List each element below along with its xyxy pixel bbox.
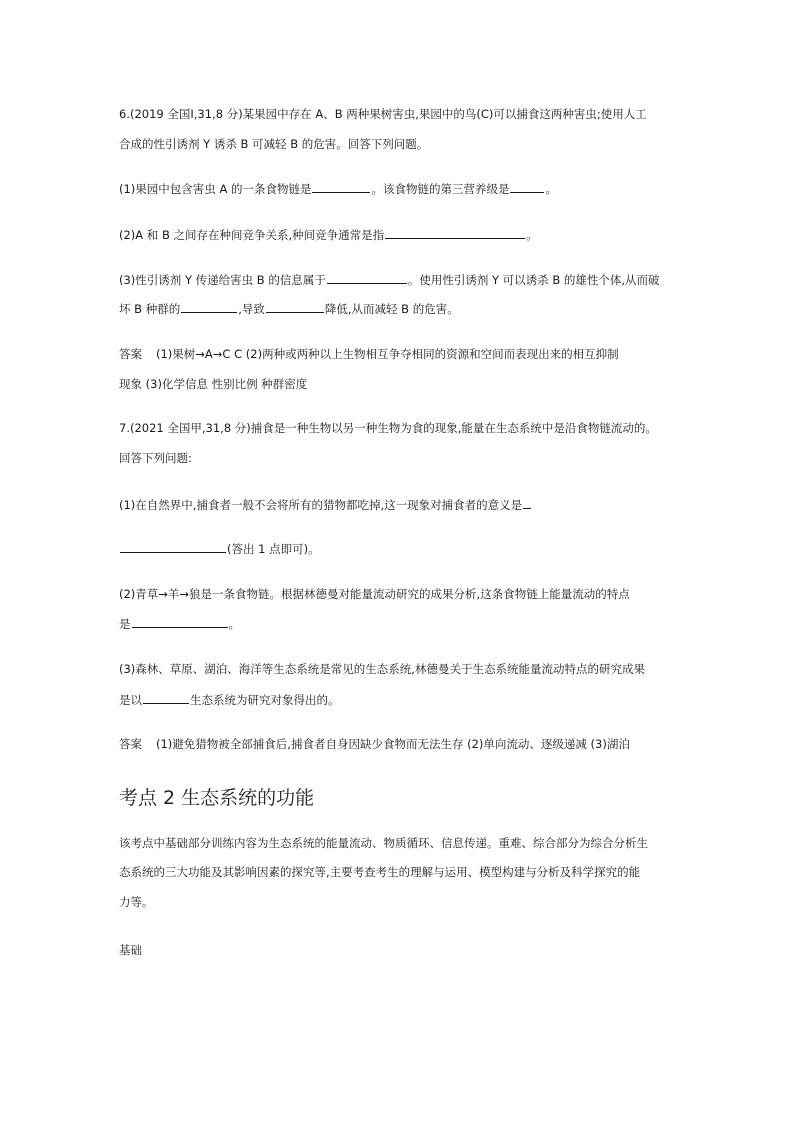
answer-blank: [181, 300, 237, 313]
answer-blank: [132, 615, 228, 628]
section-desc-line-1: 该考点中基础部分训练内容为生态系统的能量流动、物质循环、信息传递。重难、综合部分为综合分析生: [119, 836, 648, 850]
q7-stem-line-1: 7.(2021 全国甲,31,8 分)捕食是一种生物以另一种生物为食的现象,能量在生态系统中是沿食物链流动的。: [119, 421, 657, 435]
q7-part-2-line-2: 是 。: [119, 617, 240, 631]
q7-stem-line-2: 回答下列问题:: [119, 451, 192, 465]
q7-part-1-line-1: (1)在自然界中,捕食者一般不会将所有的猎物都吃掉,这一现象对捕食者的意义是: [119, 496, 679, 513]
answer-blank: [312, 180, 370, 193]
q6-stem-line-2: 合成的性引诱剂 Y 诱杀 B 可减轻 B 的危害。回答下列问题。: [119, 137, 429, 151]
answer-blank: [385, 226, 525, 239]
q6-part-3-line-2: 坏 B 种群的 ,导致 降低,从而减轻 B 的危害。: [119, 302, 459, 316]
answer-blank: [143, 691, 189, 704]
q6-part-2: (2)A 和 B 之间存在种间竞争关系,种间竞争通常是指 。: [119, 228, 538, 242]
answer-label: 答案: [119, 737, 142, 751]
section-title: 考点 2 生态系统的功能: [119, 787, 315, 809]
answer-label: 答案: [119, 347, 142, 361]
answer-blank: [327, 271, 407, 284]
q6-answer-line-2: 现象 (3)化学信息 性别比例 种群密度: [119, 377, 308, 391]
section-desc-line-3: 力等。: [119, 895, 154, 909]
q7-part-1-line-2: (答出 1 点即可)。: [119, 540, 679, 557]
answer-blank: [266, 300, 324, 313]
answer-blank: [120, 540, 226, 553]
answer-blank: [523, 496, 531, 509]
q7-part-3-line-2: 是以 生态系统为研究对象得出的。: [119, 693, 340, 707]
subsection-label: 基础: [119, 943, 142, 957]
q7-part-2-line-1: (2)青草→羊→狼是一条食物链。根据林德曼对能量流动研究的成果分析,这条食物链上能量流动的特点: [119, 587, 630, 601]
q7-answer: 答案 (1)避免猎物被全部捕食后,捕食者自身因缺少食物而无法生存 (2)单向流动、逐级递减 (3)湖泊: [119, 737, 630, 751]
q6-answer-line-1: 答案 (1)果树→A→C C (2)两种或两种以上生物相互争夺相同的资源和空间而表现出来的相互抑制: [119, 347, 619, 361]
q6-stem-line-1: 6.(2019 全国Ⅰ,31,8 分)某果园中存在 A、B 两种果树害虫,果园中的鸟(C)可以捕食这两种害虫;使用人工: [119, 107, 647, 121]
q6-part-3-line-1: (3)性引诱剂 Y 传递给害虫 B 的信息属于 。使用性引诱剂 Y 可以诱杀 B 的雄性个体,从而破: [119, 273, 660, 287]
answer-blank: [510, 180, 544, 193]
section-desc-line-2: 态系统的三大功能及其影响因素的探究等,主要考查考生的理解与运用、模型构建与分析及科学探究的能: [119, 865, 641, 879]
q6-part-1: (1)果园中包含害虫 A 的一条食物链是 。该食物链的第三营养级是 。: [119, 182, 557, 196]
q7-part-3-line-1: (3)森林、草原、湖泊、海洋等生态系统是常见的生态系统,林德曼关于生态系统能量流动特点的研究成果: [119, 662, 645, 676]
